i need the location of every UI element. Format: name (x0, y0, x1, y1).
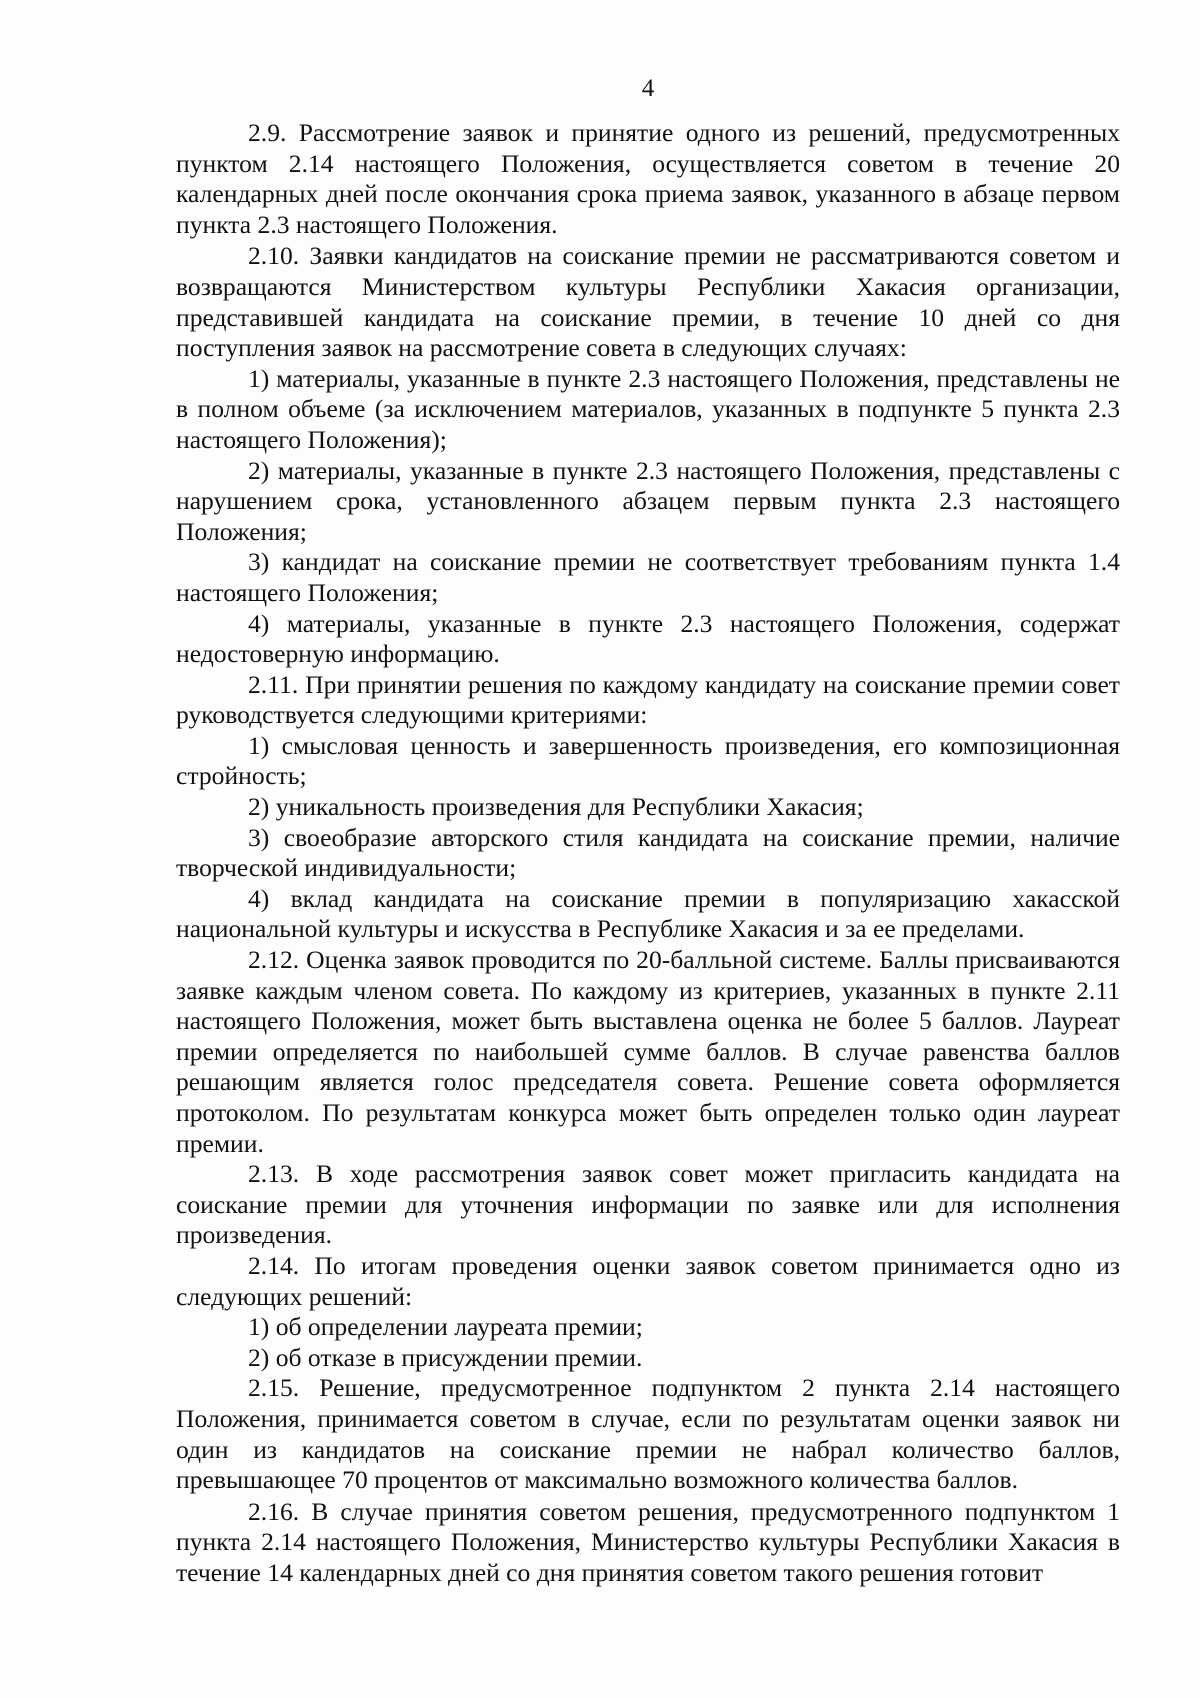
list-item-2-10-2: 2) материалы, указанные в пункте 2.3 настоящего Положения, представлены с нарушением срока, установленного абзацем первым пункта 2.3 настоящего Положения; (176, 455, 1120, 546)
paragraph-2-12: 2.12. Оценка заявок проводится по 20-балльной системе. Баллы присваиваются заявке каждым членом совета. По каждому из критериев, указанных в пункте 2.11 настоящего Положения, может быть выставлена оценка не более 5 баллов. Лауреат премии определяется по наибольшей сумме баллов. В случае равенства баллов решающим является голос председателя совета. Решение совета оформляется протоколом. По результатам конкурса может быть определен только один лауреат премии. (176, 945, 1120, 1158)
list-item-2-10-3: 3) кандидат на соискание премии не соответствует требованиям пункта 1.4 настоящего Положения; (176, 547, 1120, 607)
paragraph-2-9: 2.9. Рассмотрение заявок и принятие одного из решений, предусмотренных пунктом 2.14 настоящего Положения, осуществляется советом в течение 20 календарных дней после окончания срока приема заявок, указанного в абзаце первом пункта 2.3 настоящего Положения. (176, 118, 1120, 239)
paragraph-2-13: 2.13. В ходе рассмотрения заявок совет может пригласить кандидата на соискание премии для уточнения информации по заявке или для исполнения произведения. (176, 1159, 1120, 1250)
paragraph-2-16: 2.16. В случае принятия советом решения, предусмотренного подпунктом 1 пункта 2.14 настоящего Положения, Министерство культуры Республики Хакасия в течение 14 календарных дней со дня принятия советом такого решения готовит (176, 1496, 1120, 1587)
paragraph-2-10: 2.10. Заявки кандидатов на соискание премии не рассматриваются советом и возвращаются Министерством культуры Республики Хакасия организации, представившей кандидата на соискание премии, в течение 10 дней со дня поступления заявок на рассмотрение совета в следующих случаях: (176, 241, 1120, 363)
paragraph-2-14: 2.14. По итогам проведения оценки заявок советом принимается одно из следующих решений: (176, 1250, 1120, 1311)
paragraph-2-11: 2.11. При принятии решения по каждому кандидату на соискание премии совет руководствуется следующими критериями: (176, 669, 1120, 730)
list-item-2-11-4: 4) вклад кандидата на соискание премии в популяризацию хакасской национальной культуры и искусства в Республике Хакасия и за ее пределами. (176, 883, 1120, 944)
list-item-2-11-2: 2) уникальность произведения для Республики Хакасия; (248, 792, 864, 822)
list-item-2-11-1: 1) смысловая ценность и завершенность произведения, его композиционная стройность; (176, 730, 1120, 791)
paragraph-2-15: 2.15. Решение, предусмотренное подпунктом 2 пункта 2.14 настоящего Положения, принимается советом в случае, если по результатам оценки заявок ни один из кандидатов на соискание премии не набрал количество баллов, превышающее 70 процентов от максимально возможного количества баллов. (176, 1373, 1120, 1495)
list-item-2-14-1: 1) об определении лауреата премии; (248, 1312, 643, 1342)
page-number: 4 (641, 75, 655, 102)
document-body (176, 118, 1120, 1589)
list-item-2-10-1: 1) материалы, указанные в пункте 2.3 настоящего Положения, представлены не в полном объеме (за исключением материалов, указанных в подпункте 5 пункта 2.3 настоящего Положения); (176, 363, 1120, 454)
list-item-2-14-2: 2) об отказе в присуждении премии. (248, 1342, 643, 1372)
list-item-2-11-3: 3) своеобразие авторского стиля кандидата на соискание премии, наличие творческой индивидуальности; (176, 822, 1120, 883)
list-item-2-10-4: 4) материалы, указанные в пункте 2.3 настоящего Положения, содержат недостоверную информацию. (176, 608, 1120, 669)
